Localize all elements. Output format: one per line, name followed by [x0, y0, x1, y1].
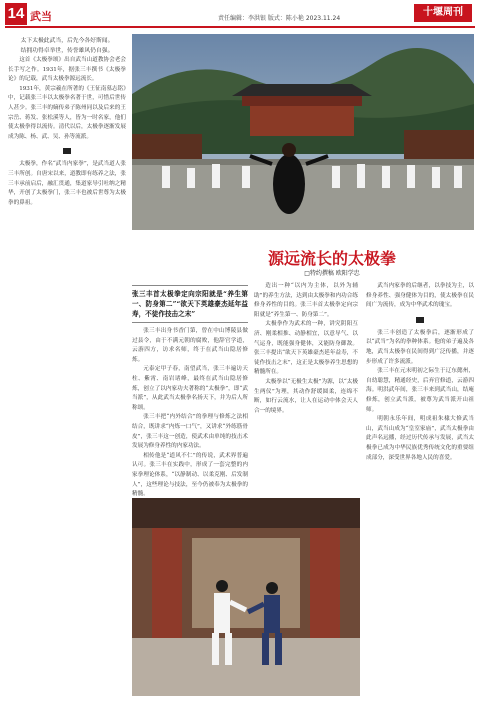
paragraph: 太极拳作为武术的一种，讲究阴阳互济、刚柔相推、动静相宜，以意导气、以气运身，既能强身健体，又能防身御敌。张三丰提出“欲天下英雄豪杰延年益寿，不徒作技击之末”，这正是太极拳养生思想的精髓所在。 — [254, 321, 358, 376]
temple-taichi-photo — [132, 34, 474, 230]
section-divider — [416, 317, 424, 323]
section-name: 武当 — [30, 10, 52, 23]
paragraph: 张三丰把“内外结合”的拳理与修炼之法相结合，既讲求“内炼一口气”，又讲求“外练筋骨皮”，张三丰这一创造，使武术由单纯的技击术发展为修身养性的内家功法。 — [132, 414, 248, 450]
article-column-3 — [254, 282, 358, 492]
section-divider — [63, 148, 71, 154]
publication-brand: 十堰周刊 — [414, 4, 472, 22]
paragraph: 太极拳，作名“武当内家拳”，是武当道人张三丰所创。自唐宋以来，道教即有练养之法，张三丰承前启后，融汇贯通，集道家导引吐纳之精华，开创了太极拳门，张三丰也被后世尊为太极拳的鼻祖。 — [8, 161, 126, 206]
paragraph: 明朝永乐年间，明成祖朱棣大修武当山，武当山成为“皇室家庙”，武当太极拳由此声名远播，经过历代传承与发展，武当太极拳已成为中华民族优秀传统文化的重要组成部分，深受世界各地人民的喜爱。 — [366, 416, 474, 461]
paragraph: 张三丰创造了太极拳后，逐渐形成了以“武当”为名的拳种体系。他的弟子遍及各地，武当太极拳在民间得到广泛传播，并逐步形成了许多流派。 — [366, 329, 474, 365]
paragraph: 1931年，黄宗羲在所著的《王征南墓志铭》中，记载张三丰以太极拳名著于世，可惜后世传人甚少。张三丰的嫡传弟子陈州同以及后来的王宗岳、蒋发、张松溪等人，皆为一时名家，他们使太极拳得以流传。清代以后，太极拳逐渐发展成为陈、杨、武、吴、孙等流派。 — [8, 85, 126, 140]
paragraph: 张三丰出身书香门第，曾在中山博陵县做过县令，由于不满元朝的腐败，他辞官学道，云游四方，访求名师，终于在武当山隐居修炼。 — [132, 328, 248, 363]
article-column-2 — [132, 282, 248, 498]
article-title: 源远流长的太极拳 — [267, 249, 396, 268]
taichi-duo-photo — [132, 498, 360, 696]
header-rule — [5, 26, 475, 28]
paragraph: 造出一种“以内为主体，以外为辅助”的养生方法，达到由太极拳和内功合练修身养性的目的。张三丰首太极拳定向宗阳就是“养生第一、防身第二”。 — [254, 283, 358, 318]
poem-line-2: 结拥功得卓举世，传誉雄风仍自强。 — [20, 48, 114, 54]
article-byline: □特约撰稿 欧阳学忠 — [304, 270, 360, 277]
paragraph: 元泰定甲子春，南望武当，张三丰遍访天柱、紫霄、南岩诸峰，最终在武当山隐居修炼，创立了以内家功夫著称的“太极拳”，即“武当派”，从此武当太极拳名扬天下，并为后人所称颂。 — [132, 366, 248, 411]
poem-line-1: 太下太极此武当，后先今各好斯闻。 — [20, 38, 114, 44]
page-header — [0, 0, 480, 26]
pull-quote: 张三丰首太极拳定向宗阳就是“养生第一、防身第二”“欲天下英雄豪杰延年益寿，不徒作技击之末” — [132, 285, 248, 323]
editor-credits: 责任编辑：李洪银 版式：陈小艳 2023.11.24 — [218, 15, 341, 22]
paragraph: 太极拳以“无极生太极”为源，以“太极生两仪”为理，其动作舒缓圆柔，连绵不断，如行云流水，让人在运动中体会天人合一的境界。 — [254, 378, 358, 414]
article-column-4 — [366, 282, 474, 696]
paragraph: 张三丰在元末明初之际生于辽东懿州，自幼聪慧，精通经史，后弃官修道，云游四海。明洪武年间，张三丰来到武当山，结庵修炼，创立武当派，被尊为武当派开山祖师。 — [366, 368, 474, 413]
paragraph: 武当内家拳的后继者，以拳技为主，以修身养性、强身健体为目的，使太极拳在民间广为流传，成为中华武术的瑰宝。 — [366, 283, 474, 309]
paragraph: 相传他是“道风不仁”的传说，武术界普遍认可。张三丰在实践中，形成了一套完整的内家拳理论体系，“以静制动、以柔克刚、后发制人”，这些理论与技法，至今仍被奉为太极拳的精髓。 — [132, 452, 248, 498]
page-number: 14 — [5, 3, 27, 25]
paragraph: 这首《太极拳颂》出自武当山道教协会老会长手写之作。1931年，据张三丰撰书《太极拳论》的记载，武当太极拳源远流长。 — [8, 57, 126, 83]
article-column-1 — [8, 36, 126, 696]
